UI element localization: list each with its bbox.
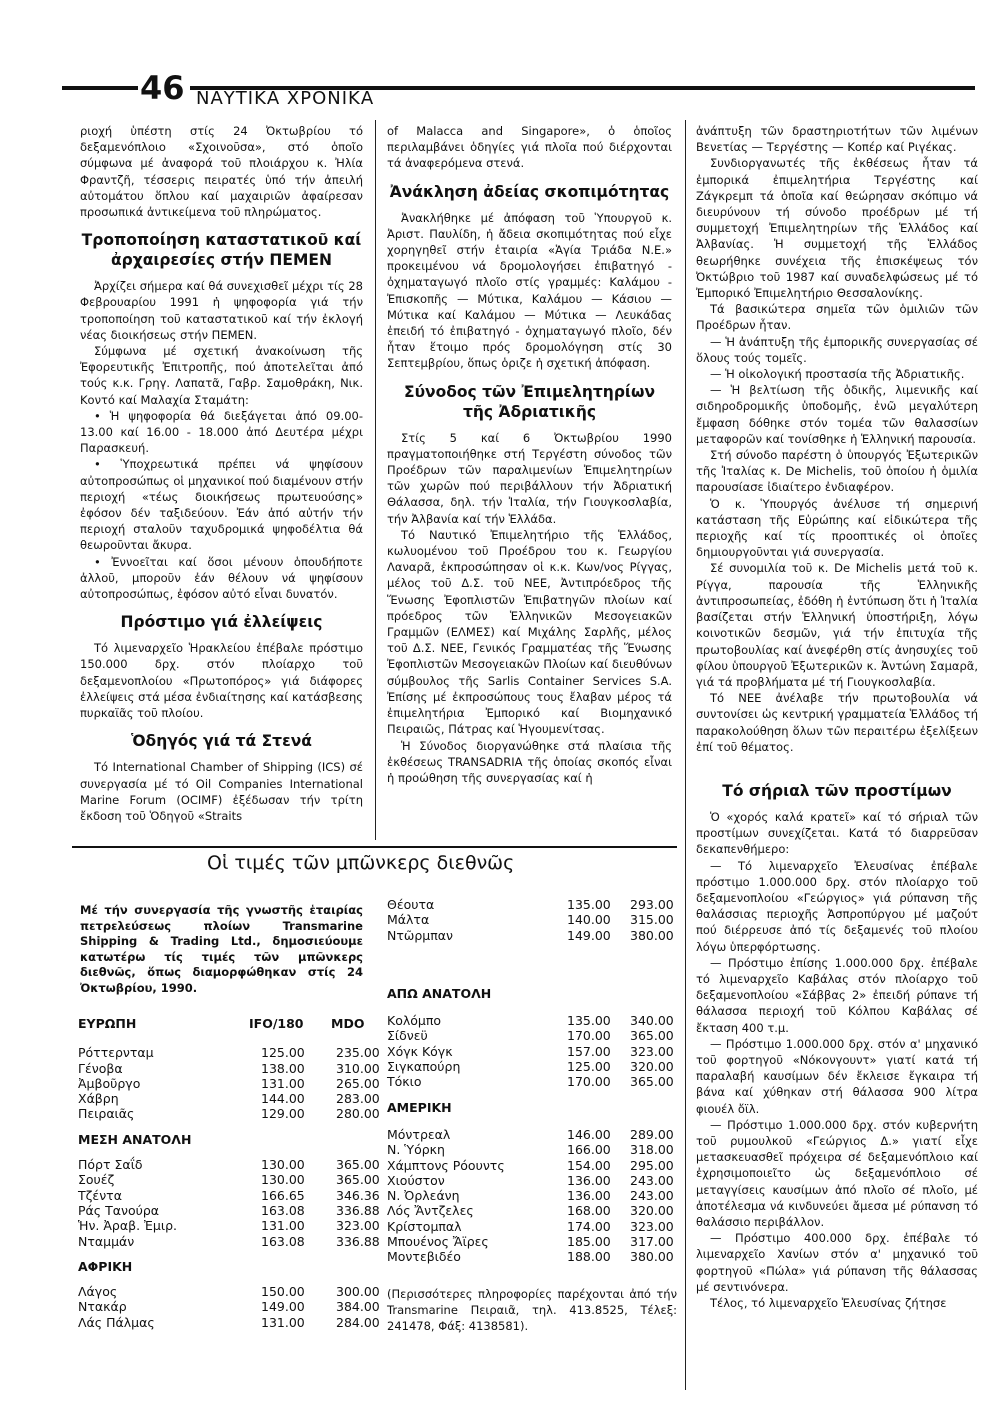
headline: Πρόστιμο γιά ἐλλείψεις [120, 613, 323, 632]
mdo-price: 365.00 [336, 1172, 380, 1188]
table-row [78, 1299, 380, 1315]
paragraph: Τό Ναυτικό Ἐπιμελητήριο τῆς Ἑλλάδος, κωλυομένου τοῦ Προέδρου του κ. Γεωργίου Λαναρᾶ, ἐκπροσώπησαν οἱ κ.κ. Κων/νος Ρίγγας, μέλος τοῦ Δ.Σ. τοῦ ΝΕΕ, Ἀντιπρόεδρος τῆς Ἕνωσης Ἐφοπλιστῶν Ἐπιβατηγῶν πλοίων καί πρόεδρος τῶν Ἑλληνικῶν Μεσογειακῶν Γραμμῶν (ΕΛΜΕΣ) καί Μιχάλης Σαρλῆς, μέλος τοῦ Δ.Σ. ΝΕΕ, Γενικός Γραμματέας τῆς Ἕνωσης Ἐφοπλιστῶν Μεσογειακῶν Πλοίων καί διευθύνων σύμβουλος τῆς Sarlis Container Services S.A. Ἐπίσης μέ ἐκπροσώπους τους ἔλαβαν μέρος τά ἐπιμελητήρια Ἐμπορικό καί Βιομηχανικό Πειραιῶς, Πάτρας καί Ἡγουμενίτσας. [387, 527, 672, 737]
port-name: Μοντεβιδέο [387, 1249, 461, 1265]
paragraph: Στή σύνοδο παρέστη ὁ ὑπουργός Ἐξωτερικῶν τῆς Ἰταλίας κ. De Michelis, τοῦ ὁποίου ἡ ὁμιλία παρουσίασε ἰδιαίτερο ἐνδιαφέρον. [696, 448, 978, 495]
port-name: Ἀμβοῦργο [78, 1075, 141, 1091]
mdo-price: 318.00 [630, 1142, 674, 1158]
port-name: Μόντρεαλ [387, 1126, 451, 1142]
ifo-price: 149.00 [261, 1299, 305, 1315]
paragraph: • Ὑποχρεωτικά πρέπει νά ψηφίσουν αὐτοπροσώπως οἱ μηχανικοί πού διαμένουν στήν περιοχή «τέως διοικήσεως πρωτευούσης» ἐφόσον δέν ταξιδεύουν. Ἐάν ἀπό αὐτήν τήν περιοχή σταλοῦν ταχυδρομικά ψηφοδέλτια θά θεωροῦνται ἄκυρα. [80, 457, 363, 553]
table-row [78, 1075, 380, 1091]
col-header-mdo: MDO [331, 1016, 365, 1031]
headline: Τό σήριαλ τῶν προστίμων [722, 781, 952, 800]
ifo-price: 140.00 [567, 912, 611, 928]
port-name: Ν. Ὀρλεάνη [387, 1188, 460, 1204]
ifo-price: 138.00 [261, 1060, 305, 1076]
paragraph: Ὁ «χορός καλά κρατεῖ» καί τό σήριαλ τῶν προστίμων συνεχίζεται. Κατά τό διαρρεῦσαν δεκαπενθήμερο: [696, 809, 978, 857]
mdo-price: 284.00 [336, 1314, 380, 1330]
paragraph: — Πρόστιμο 1.000.000 δρχ. στόν κυβερνήτη τοῦ ρυμουλκοῦ «Γεώργιος Δ.» γιατί εἶχε μετασκευασθεῖ πρόχειρα σέ δεξαμενόπλοιο καί ἐχρησιμοποιεῖτο ὡς δεξαμενόπλοιο σέ μεταγγίσεις καυσίμων ἀπό πλοῖο σέ πλοῖο, μέ ἀποτέλεσμα νά κινδυνεύει ἄμεσα μέ ρύπανση τό θαλάσσιο περιβάλλον. [696, 1117, 978, 1229]
column-rule [375, 120, 376, 840]
headline: Ὁδηγός γιά τά Στενά [131, 732, 312, 751]
port-name: Σουέζ [78, 1172, 115, 1188]
region-label: ΑΜΕΡΙΚΗ [387, 1099, 452, 1115]
ifo-price: 125.00 [261, 1045, 305, 1061]
column-2 [387, 123, 672, 786]
ifo-price: 125.00 [567, 1059, 611, 1075]
bunker-top-rule [72, 846, 677, 848]
paragraph: — Πρόστιμο 400.000 δρχ. ἐπέβαλε τό λιμεναρχεῖο Χανίων στόν α' μηχανικό τοῦ φορτηγοῦ «Πώλα» γιά ρύπανση τῆς θάλασσας μέ σεντινόνερα. [696, 1231, 978, 1294]
ifo-price: 135.00 [567, 897, 611, 912]
paragraph: — Τό λιμεναρχεῖο Ἐλευσίνας ἐπέβαλε πρόστιμο 1.000.000 δρχ. στόν πλοίαρχο τοῦ δεξαμενοπλοίου «Γεώργιος» γιά ρύπανση τῆς θαλάσσιας περιοχῆς Ἀσπροπύργου μέ μαζούτ πού διέρρευσε ἀπό τίς δεξαμενές τοῦ πλοίου λόγω ὑπερφόρτωσης. [696, 858, 978, 954]
paragraph: Συνδιοργανωτές τῆς ἐκθέσεως ἦταν τά ἐμπορικά ἐπιμελητήρια Τεργέστης καί Ζάγκρεμπ τά ὁποῖα καί θεώρησαν σκόπιμο νά διευρύνουν τή σύνοδο προέδρων μέ τή συμμετοχή Ἐπιμελητηρίων τῆς Ἑλλάδος καί Ἀλβανίας. Ἡ συμμετοχή τῆς Ἑλλάδος θεωρήθηκε συνέχεια τῆς ἐπισκέψεως τόν Ὀκτώβριο τοῦ 1987 καί συναδελφώσεως μέ τό Ἐμπορικό Ἐπιμελητήριο Θεσσαλονίκης. [696, 156, 978, 301]
ifo-price: 157.00 [567, 1043, 611, 1059]
mdo-price: 323.00 [630, 1218, 674, 1234]
bunker-title: Οἱ τιμές τῶν μπῶνκερς διεθνῶς [207, 852, 515, 874]
table-row [78, 1157, 380, 1173]
port-name: Ντῶρμπαν [387, 927, 453, 943]
table-row [78, 1218, 380, 1234]
paragraph: ἀνάπτυξη τῶν δραστηριοτήτων τῶν λιμένων Βενετίας — Τεργέστης — Κοπέρ καί Ριγέκας. [696, 124, 978, 155]
port-name: Λάγος [78, 1284, 118, 1300]
ifo-price: 154.00 [567, 1157, 611, 1173]
table-row [78, 1045, 380, 1061]
ifo-price: 135.00 [567, 1013, 611, 1029]
ifo-price: 166.00 [567, 1142, 611, 1158]
port-name: Ν. Ὑόρκη [387, 1142, 445, 1158]
paragraph: Τό ΝΕΕ ἀνέλαβε τήν πρωτοβουλία νά συντονίσει ὡς κεντρική γραμματεία Ἑλλάδος τή παρακολούθηση ὅλων τῶν περαιτέρω ἐξελίξεων ἐπί τοῦ θέματος. [696, 691, 978, 754]
table-row [387, 1249, 677, 1264]
table-row [387, 1188, 677, 1203]
ifo-price: 170.00 [567, 1028, 611, 1044]
port-name: Λάς Πάλμας [78, 1314, 155, 1330]
ifo-price: 130.00 [261, 1157, 305, 1173]
headline: Ἀνάκληση ἀδείας σκοπιμότητας [389, 182, 670, 201]
ifo-price: 163.08 [261, 1233, 305, 1249]
mdo-price: 340.00 [630, 1013, 674, 1029]
ifo-price: 149.00 [567, 927, 611, 943]
port-name: Σίδνεϋ [387, 1028, 428, 1044]
mdo-price: 283.00 [336, 1091, 380, 1107]
ifo-price: 144.00 [261, 1091, 305, 1107]
port-name: Νταμμάν [78, 1233, 135, 1249]
table-row [387, 1127, 677, 1142]
port-name: Μάλτα [387, 912, 430, 928]
mdo-price: 310.00 [336, 1060, 380, 1076]
table-row [78, 1202, 380, 1218]
right-table-body [387, 943, 677, 1265]
ifo-price: 136.00 [567, 1172, 611, 1188]
ifo-price: 131.00 [261, 1314, 305, 1330]
mdo-price: 365.00 [630, 1074, 674, 1090]
paragraph: Ἡ Σύνοδος διοργανώθηκε στά πλαίσια τῆς ἐκθέσεως TRANSADRIA τῆς ὁποίας σκοπός εἶναι ἡ προώθηση τῆς συνεργασίας καί ἡ [387, 738, 672, 785]
paragraph: of Malacca and Singapore», ὁ ὁποῖος περιλαμβάνει ὁδηγίες γιά πλοῖα πού διέρχονται τά ἀναφερόμενα στενά. [387, 124, 672, 171]
mdo-price: 320.00 [630, 1203, 674, 1219]
table-row [78, 1106, 380, 1122]
port-name: Ἡν. Ἀραβ. Ἐμιρ. [78, 1218, 177, 1234]
mdo-price: 323.00 [336, 1218, 380, 1234]
ifo-price: 146.00 [567, 1126, 611, 1142]
bunker-footnote: (Περισσότερες πληροφορίες παρέχονται ἀπό τήν Transmarine Πειραιᾶ, τηλ. 413.8525, Τέλεξ: 241478, Φάξ: 4138581). [387, 1287, 677, 1333]
port-name: Χόγκ Κόγκ [387, 1043, 453, 1059]
table-row [387, 897, 677, 912]
table-row [387, 1142, 677, 1157]
mdo-price: 346.36 [336, 1187, 380, 1203]
paragraph: Ὁ κ. Ὑπουργός ἀνέλυσε τή σημερινή κατάσταση τῆς Εὐρώπης καί εἰδικώτερα τῆς περιοχῆς καί τίς προοπτικές οἱ ὁποῖες δημιουργοῦνται γιά συνεργασία. [696, 496, 978, 560]
mdo-price: 235.00 [336, 1045, 380, 1061]
paragraph: Τέλος, τό λιμεναρχεῖο Ἐλευσίνας ζήτησε [710, 1296, 947, 1311]
mdo-price: 295.00 [630, 1157, 674, 1173]
header-rule-left [62, 86, 138, 90]
paragraph: — Ἡ βελτίωση τῆς ὁδικῆς, λιμενικῆς καί σιδηροδρομικῆς ὑποδομῆς, ἐνῶ μεγαλύτερη ἔμφαση δόθηκε στόν τομέα τῶν θαλασσίων μεταφορῶν καί τονίσθηκε ἡ Ἑλληνική παρουσία. [696, 383, 978, 446]
bunker-table-right [387, 897, 677, 1265]
mdo-price: 317.00 [630, 1234, 674, 1250]
ifo-price: 136.00 [567, 1188, 611, 1204]
table-row [78, 1314, 380, 1330]
region-label: ΕΥΡΩΠΗ [78, 1016, 137, 1031]
table-row [387, 1219, 677, 1234]
ifo-price: 131.00 [261, 1218, 305, 1234]
region-label: ΜΕΣΗ ΑΝΑΤΟΛΗ [78, 1131, 192, 1147]
ifo-price: 188.00 [567, 1249, 611, 1265]
ifo-price: 170.00 [567, 1074, 611, 1090]
table-row [387, 1028, 677, 1043]
bunker-table-left [78, 1016, 380, 1330]
mdo-price: 365.00 [630, 1028, 674, 1044]
ifo-price: 129.00 [261, 1106, 305, 1122]
paragraph: Τά βασικώτερα σημεῖα τῶν ὁμιλιῶν τῶν Προέδρων ἦταν. [696, 302, 978, 333]
table-row [387, 1013, 677, 1028]
paragraph: — Ἡ οἰκολογική προστασία τῆς Ἀδριατικῆς. [710, 367, 965, 382]
table-row [387, 1173, 677, 1188]
paragraph: Τό λιμεναρχεῖο Ἡρακλείου ἐπέβαλε πρόστιμο 150.000 δρχ. στόν πλοίαρχο τοῦ δεξαμενοπλοίου «Πρωτοπόρος» γιά διάφορες ἐλλείψεις στά μέσα ἐνδιαίτησης καί κατάσβεσης πυρκαϊᾶς τοῦ πλοίου. [80, 641, 363, 721]
ifo-price: 166.65 [261, 1187, 305, 1203]
mdo-price: 289.00 [630, 1126, 674, 1142]
table-row [387, 1074, 677, 1089]
paragraph: Σύμφωνα μέ σχετική ἀνακοίνωση τῆς Ἐφορευτικῆς Ἐπιτροπῆς, πού ἀποτελεῖται ἀπό τούς κ.κ. Γρηγ. Λαπατᾶ, Γαβρ. Σαμοθράκη, Νικ. Κοντό καί Μαλαχία Σταμάτη: [80, 344, 363, 407]
mdo-price: 300.00 [336, 1284, 380, 1300]
paragraph: Ἀνακλήθηκε μέ ἀπόφαση τοῦ Ὑπουργοῦ κ. Ἀριστ. Παυλίδη, ἡ ἄδεια σκοπιμότητας πού εἶχε χορηγηθεῖ στήν ἑταιρία «Ἁγία Τριάδα Ν.Ε.» προκειμένου νά δρομολογήσει ἐπιβατηγό - ὀχηματαγωγό πλοῖο στίς γραμμές: Καλάμου - Ἐπισκοπῆς — Μύτικα, Καλάμου — Κάσιου — Μύτικα καί Καλάμου — Μύτικα — Λευκάδας ἐπειδή τό ἐπιβατηγό - ὀχηματαγωγό πλοῖο, δέν ἦταν ἕτοιμο πρός δρομολόγηση στίς 30 Σεπτεμβρίου, ὅπως ὁριζε ἡ σχετική ἀπόφαση. [387, 210, 672, 371]
paragraph: Σέ συνομιλία τοῦ κ. De Michelis μετά τοῦ κ. Ρίγγα, παρουσία τῆς Ἑλληνικῆς ἀντιπροσωπείας, ἐδόθη ἡ ἐντύπωση ὅτι ἡ Ἰταλία βασίζεται στήν Ἑλληνική ὑποστήριξη, λόγω κοινοτικῶν δεσμῶν, γιά τήν ἐπιτυχία τῆς πρωτοβουλίας καί ἀνεφέρθη στίς ἀνησυχίες τοῦ φίλου ὑπουργοῦ Ἐξωτερικῶν κ. Ἀντώνη Σαμαρᾶ, γιά τά προβλήματα μέ τή Γιουγκοσλαβία. [696, 561, 978, 689]
ifo-price: 163.08 [261, 1202, 305, 1218]
port-name: Κολόμπο [387, 1013, 442, 1029]
mdo-price: 365.00 [336, 1157, 380, 1173]
port-name: Πειραιᾶς [78, 1106, 135, 1122]
port-name: Γένοβα [78, 1060, 123, 1076]
region-label: ΑΠΩ ΑΝΑΤΟΛΗ [387, 985, 492, 1001]
port-name: Τζέντα [78, 1187, 122, 1203]
table-row [387, 1203, 677, 1218]
mdo-price: 384.00 [336, 1299, 380, 1315]
port-name: Κρίστομπαλ [387, 1218, 462, 1234]
port-name: Λός Ἄντζελες [387, 1203, 474, 1219]
headline: Τροποποίηση καταστατικοῦ καί ἀρχαιρεσίες στήν ΠΕΜΕΝ [81, 231, 362, 270]
masthead: ΝΑΥΤΙΚΑ ΧΡΟΝΙΚΑ [196, 88, 375, 109]
ifo-price: 130.00 [261, 1172, 305, 1188]
mdo-price: 336.88 [336, 1202, 380, 1218]
port-name: Χάμπτονς Ρόουντς [387, 1157, 505, 1173]
table-row [78, 1233, 380, 1249]
mdo-price: 243.00 [630, 1188, 674, 1204]
table-row [387, 928, 677, 943]
bunker-intro: Μέ τήν συνεργασία τῆς γνωστῆς ἑταιρίας πετρελεύσεως πλοίων Transmarine Shipping & Trading Ltd., δημοσιεύουμε κατωτέρω τίς τιμές τῶν μπῶνκερς διεθνῶς, ὅπως διαμορφώθηκαν στίς 24 Ὀκτωβρίου, 1990. [80, 903, 363, 995]
paragraph: ριοχή ὑπέστη στίς 24 Ὀκτωβρίου τό δεξαμενόπλοιο «Σχοινοῦσα», στό ὁποῖο σύμφωνα μέ ἀναφορά τοῦ πλοιάρχου κ. Ἠλία Φραντζῆ, τέσσερις πειρατές ὑπό τήν ἀπειλή αὐτομάτου ὅπλου καί μαχαιριῶν ἀφαίρεσαν προσωπικά ἀντικείμενα τοῦ πληρώματος. [80, 124, 363, 220]
ifo-price: 185.00 [567, 1234, 611, 1250]
port-name: Πόρτ Σαΐδ [78, 1157, 143, 1173]
right-table-top [387, 897, 677, 943]
table-row [78, 1187, 380, 1203]
table-row [387, 1044, 677, 1059]
port-name: Ράς Τανούρα [78, 1202, 159, 1218]
port-name: Ντακάρ [78, 1299, 127, 1315]
mdo-price: 243.00 [630, 1172, 674, 1188]
ifo-price: 131.00 [261, 1075, 305, 1091]
mdo-price: 380.00 [630, 1249, 674, 1265]
ifo-price: 150.00 [261, 1284, 305, 1300]
headline: Σύνοδος τῶν Ἐπιμελητηρίων τῆς Ἀδριατικῆς [404, 382, 655, 421]
paragraph: — Πρόστιμο ἐπίσης 1.000.000 δρχ. ἐπέβαλε τό λιμεναρχεῖο Καβάλας στόν πλοίαρχο τοῦ δεξαμενοπλοίου «Σάββας 2» ἐπειδή ρύπανε τή θάλασσα περιοχή τοῦ Κόλπου Καβάλας σέ ἔκταση 400 τ.μ. [696, 955, 978, 1035]
paragraph: — Ἡ ἀνάπτυξη τῆς ἐμπορικῆς συνεργασίας σέ ὅλους τούς τομεῖς. [696, 334, 978, 365]
paragraph: — Πρόστιμο 1.000.000 δρχ. στόν α' μηχανικό τοῦ φορτηγοῦ «Νόκονγουντ» γιατί κατά τή παραλαβή καυσίμων δέν ἔκλεισε ἔγκαιρα τή βάνα καί χύθηκαν στή θάλασσα 900 λίτρα φιουέλ ὄϊλ. [696, 1036, 978, 1116]
mdo-price: 336.88 [336, 1233, 380, 1249]
port-name: Σιγκαπούρη [387, 1059, 461, 1075]
table-row [387, 1059, 677, 1074]
col-header-ifo: IFO/180 [249, 1016, 304, 1031]
paragraph: Στίς 5 καί 6 Ὀκτωβρίου 1990 πραγματοποιήθηκε στή Τεργέστη σύνοδος τῶν Προέδρων τῶν παραλιμενίων Ἐπιμελητηρίων τῶν χωρῶν πού περιβάλλουν τήν Ἀδριατική Θάλασσα, δηλ. τήν Ἰταλία, τήν Γιουγκοσλαβία, τήν Ἀλβανία καί τήν Ἑλλάδα. [387, 430, 672, 526]
table-row [78, 1091, 380, 1107]
port-name: Θέουτα [387, 897, 435, 912]
mdo-price: 380.00 [630, 927, 674, 943]
mdo-price: 265.00 [336, 1075, 380, 1091]
table-row [78, 1284, 380, 1300]
mdo-price: 323.00 [630, 1043, 674, 1059]
paragraph: Τό International Chamber of Shipping (ICS) σέ συνεργασία μέ τό Oil Companies International Marine Forum (OCIMF) ἐξέδωσαν τήν τρίτη ἔκδοση τοῦ Ὁδηγοῦ «Straits [80, 760, 363, 823]
port-name: Χιούστον [387, 1172, 445, 1188]
ifo-price: 168.00 [567, 1203, 611, 1219]
ifo-price: 174.00 [567, 1218, 611, 1234]
paragraph: Ἀρχίζει σήμερα καί θά συνεχισθεῖ μέχρι τίς 28 Φεβρουαρίου 1991 ἡ ψηφοφορία γιά τήν τροποποίηση τοῦ καταστατικοῦ καί τήν ἐκλογή νέας διοικήσεως στήν ΠΕΜΕΝ. [80, 279, 363, 342]
paragraph: • Ἡ ψηφοφορία θά διεξάγεται ἀπό 09.00-13.00 καί 16.00 - 18.000 ἀπό Δευτέρα μέχρι Παρασκευή. [80, 408, 363, 456]
port-name: Ρόττερνταμ [78, 1045, 154, 1061]
mdo-price: 320.00 [630, 1059, 674, 1075]
port-name: Τόκιο [387, 1074, 422, 1090]
table-row [78, 1172, 380, 1188]
region-label: ΑΦΡΙΚΗ [78, 1258, 133, 1274]
mdo-price: 280.00 [336, 1106, 380, 1122]
port-name: Χάβρη [78, 1091, 119, 1107]
table-row [387, 1234, 677, 1249]
table-row [387, 912, 677, 927]
table-row [387, 1158, 677, 1173]
page-number: 46 [140, 69, 185, 107]
paragraph: • Ἐννοεῖται καί ὅσοι μένουν ὁπουδήποτε ἀλλοῦ, μποροῦν ἐάν θέλουν νά ψηφίσουν αὐτοπροσώπως, ἐφόσον αὐτό εἶναι δυνατόν. [80, 554, 363, 602]
column-rule [685, 120, 686, 1390]
port-name: Μπουένος Ἄϊρες [387, 1234, 489, 1250]
column-1 [80, 123, 363, 824]
left-table-body [78, 1031, 380, 1330]
mdo-price: 315.00 [630, 912, 674, 928]
table-row [78, 1060, 380, 1076]
mdo-price: 293.00 [630, 897, 674, 912]
column-3 [696, 123, 978, 1311]
table-header-row [78, 1016, 368, 1031]
